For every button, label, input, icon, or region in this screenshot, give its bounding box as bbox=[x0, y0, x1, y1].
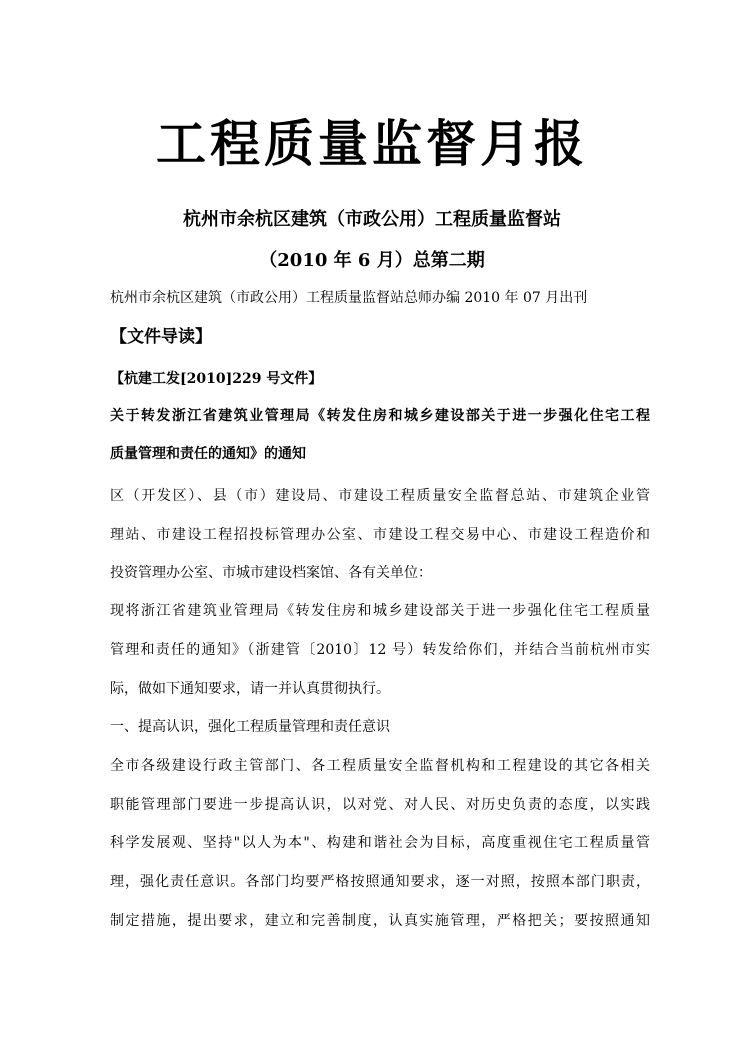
section-heading: 一、提高认识，强化工程质量管理和责任意识 bbox=[110, 719, 390, 735]
report-title: 工程质量监督月报 bbox=[156, 114, 588, 173]
issuing-station: 杭州市余杭区建筑（市政公用）工程质量监督站 bbox=[183, 209, 561, 230]
body-line: 制定措施，提出要求，建立和完善制度，认真实施管理，严格把关；要按照通知 bbox=[110, 913, 650, 929]
publisher-line: 杭州市余杭区建筑（市政公用）工程质量监督站总师办编 2010 年 07 月出刊 bbox=[110, 290, 588, 306]
intro-line: 现将浙江省建筑业管理局《转发住房和城乡建设部关于进一步强化住宅工程质量 bbox=[110, 603, 650, 619]
issue-period: （2010 年 6 月）总第二期 bbox=[259, 250, 485, 271]
addressee-line: 投资管理办公室、市城市建设档案馆、各有关单位： bbox=[110, 565, 432, 581]
addressee-line: 理站、市建设工程招投标管理办公室、市建设工程交易中心、市建设工程造价和 bbox=[110, 527, 650, 543]
body-line: 全市各级建设行政主管部门、各工程质量安全监督机构和工程建设的其它各相关 bbox=[110, 758, 650, 774]
notice-title-line: 质量管理和责任的通知》的通知 bbox=[110, 446, 306, 462]
document-number: 【杭建工发[2010]229 号文件】 bbox=[110, 371, 323, 387]
body-line: 理，强化责任意识。各部门均要严格按照通知要求，逐一对照，按照本部门职责， bbox=[110, 874, 650, 890]
intro-line: 际，做如下通知要求，请一并认真贯彻执行。 bbox=[110, 681, 390, 697]
body-line: 职能管理部门要进一步提高认识，以对党、对人民、对历史负责的态度，以实践 bbox=[110, 797, 650, 813]
addressee-line: 区（开发区）、县（市）建设局、市建设工程质量安全监督总站、市建筑企业管 bbox=[110, 488, 650, 504]
body-line: 科学发展观、坚持"以人为本"、构建和谐社会为目标，高度重视住宅工程质量管 bbox=[110, 835, 650, 851]
notice-title-line: 关于转发浙江省建筑业管理局《转发住房和城乡建设部关于进一步强化住宅工程 bbox=[110, 408, 650, 424]
intro-line: 管理和责任的通知》（浙建管〔2010〕12 号）转发给你们，并结合当前杭州市实 bbox=[110, 642, 650, 658]
toc-heading: 【文件导读】 bbox=[110, 327, 212, 347]
